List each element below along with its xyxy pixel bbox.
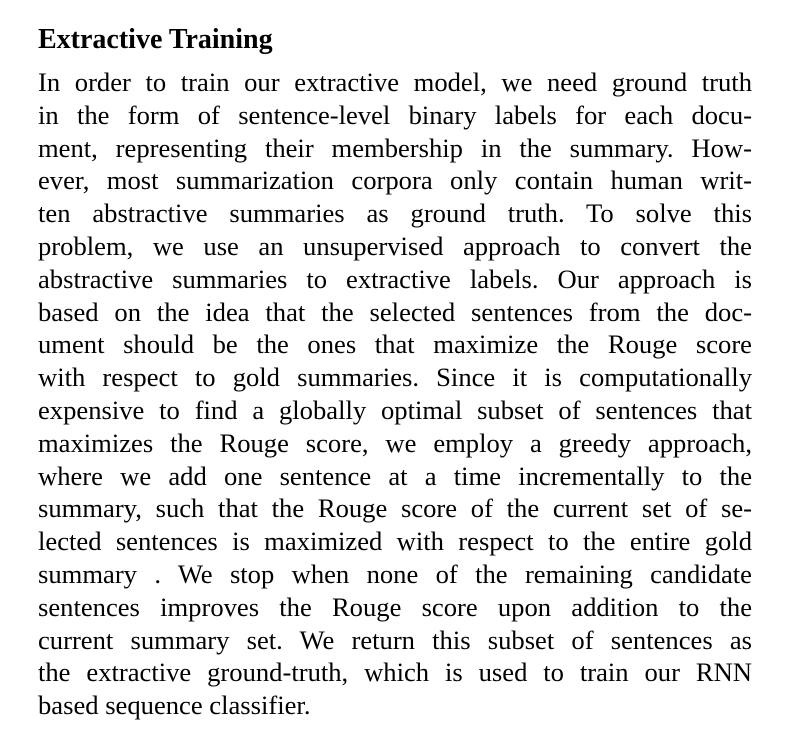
paragraph-line: based sequence classifier. [38,690,311,721]
paragraph-line: summary, such that the Rouge score of the current set of se- [38,493,752,524]
paragraph-line: with respect to gold summaries. Since it is computationally [38,362,752,393]
paragraph-line: ment, representing their membership in the summary. How- [38,132,752,163]
paragraph-line: maximizes the Rouge score, we employ a greedy approach, [38,427,752,458]
paragraph-line: summary . We stop when none of the remaining candidate [38,558,752,589]
paragraph-line: ten abstractive summaries as ground truth. To solve this [38,198,752,229]
paragraph-line: problem, we use an unsupervised approach to convert the [38,230,752,261]
paragraph-line: in the form of sentence-level binary labels for each docu- [38,99,752,130]
paragraph-line: the extractive ground-truth, which is used to train our RNN [38,657,752,688]
paragraph-line: current summary set. We return this subset of sentences as [38,624,752,655]
paragraph-line: ument should be the ones that maximize the Rouge score [38,329,752,360]
section-paragraph [38,66,752,722]
paragraph-line: expensive to find a globally optimal subset of sentences that [38,394,752,425]
paragraph-line: lected sentences is maximized with respect to the entire gold [38,526,752,557]
paragraph-line: abstractive summaries to extractive labels. Our approach is [38,263,752,294]
paragraph-line: ever, most summarization corpora only contain human writ- [38,165,752,196]
paragraph-line: where we add one sentence at a time incrementally to the [38,460,752,491]
paragraph-line: sentences improves the Rouge score upon addition to the [38,591,752,622]
paragraph-line: In order to train our extractive model, we need ground truth [38,67,752,97]
paragraph-line: based on the idea that the selected sentences from the doc- [38,296,752,327]
paper-section [38,22,752,722]
section-heading: Extractive Training [38,24,273,55]
